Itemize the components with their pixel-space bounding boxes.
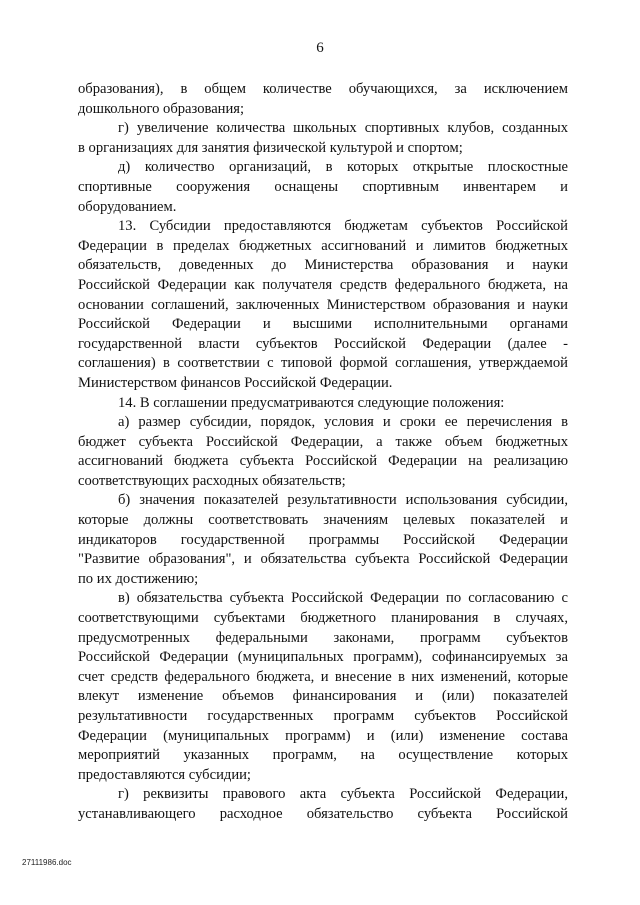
text-line: в) обязательства субъекта Российской Федерации по согласованию с xyxy=(118,590,568,607)
text-line: которые должны соответствовать значениям целевых показателей и xyxy=(78,512,568,529)
text-line: 14. В соглашении предусматриваются следующие положения: xyxy=(118,394,505,411)
text-line: счет средств федерального бюджета, и внесение в них изменений, которые xyxy=(78,668,568,685)
text-line: по их достижению; xyxy=(78,570,199,587)
text-line: предоставляются субсидии; xyxy=(78,766,251,783)
text-line: образования), в общем количестве обучающихся, за исключением xyxy=(78,81,568,97)
text-line: бюджет субъекта Российской Федерации, а также объем бюджетных xyxy=(78,433,568,450)
text-line: индикаторов государственной программы Российской Федерации xyxy=(78,531,568,548)
text-line: 13. Субсидии предоставляются бюджетам субъектов Российской xyxy=(118,218,568,235)
document-body xyxy=(78,80,568,825)
footer-filename: 27111986.doc xyxy=(22,858,72,867)
text-line: мероприятий указанных программ, на осуществление которых xyxy=(78,747,568,764)
text-line: результативности государственных программ субъектов Российской xyxy=(78,708,568,724)
text-line: основании соглашений, заключенных Министерством образования и науки xyxy=(78,296,568,313)
text-line: а) размер субсидии, порядок, условия и сроки ее перечисления в xyxy=(118,414,568,431)
text-line: Федерации (муниципальных программ) и (или) изменение состава xyxy=(78,727,568,744)
text-line: Российской Федерации (муниципальных программ), софинансируемых за xyxy=(78,649,568,666)
text-line: государственной власти субъектов Российской Федерации (далее - xyxy=(78,335,568,352)
text-line: Российской Федерации и высшими исполнительными органами xyxy=(78,316,568,333)
text-line: оборудованием. xyxy=(78,198,177,215)
text-line: соответствующих расходных обязательств; xyxy=(78,472,346,489)
text-line: обязательств, доведенных до Министерства образования и науки xyxy=(78,257,568,274)
text-line: дошкольного образования; xyxy=(78,100,245,117)
text-line: б) значения показателей результативности использования субсидии, xyxy=(118,492,568,509)
text-line: г) увеличение количества школьных спортивных клубов, созданных xyxy=(118,120,568,137)
text-line: в организациях для занятия физической культурой и спортом; xyxy=(78,139,463,156)
text-line: спортивные сооружения оснащены спортивным инвентарем и xyxy=(78,178,568,195)
text-line: соглашения) в соответствии с типовой формой соглашения, утверждаемой xyxy=(78,355,568,372)
text-line: предусмотренных федеральными законами, программ субъектов xyxy=(78,629,568,646)
text-line: Федерации в пределах бюджетных ассигнований и лимитов бюджетных xyxy=(78,237,568,254)
text-line: ассигнований бюджета субъекта Российской Федерации на реализацию xyxy=(78,453,568,470)
text-line: д) количество организаций, в которых открытые плоскостные xyxy=(118,159,568,176)
text-line: Министерством финансов Российской Федерации. xyxy=(78,374,393,391)
text-line: "Развитие образования", и обязательства субъекта Российской Федерации xyxy=(78,551,568,568)
text-line: соответствующими субъектами бюджетного планирования в случаях, xyxy=(78,610,568,627)
text-line: Российской Федерации как получателя средств федерального бюджета, на xyxy=(78,276,568,293)
page-number: 6 xyxy=(316,40,324,56)
text-line: устанавливающего расходное обязательство субъекта Российской xyxy=(78,805,568,822)
text-line: г) реквизиты правового акта субъекта Российской Федерации, xyxy=(118,786,568,803)
text-line: влекут изменение объемов финансирования и (или) показателей xyxy=(78,688,568,705)
